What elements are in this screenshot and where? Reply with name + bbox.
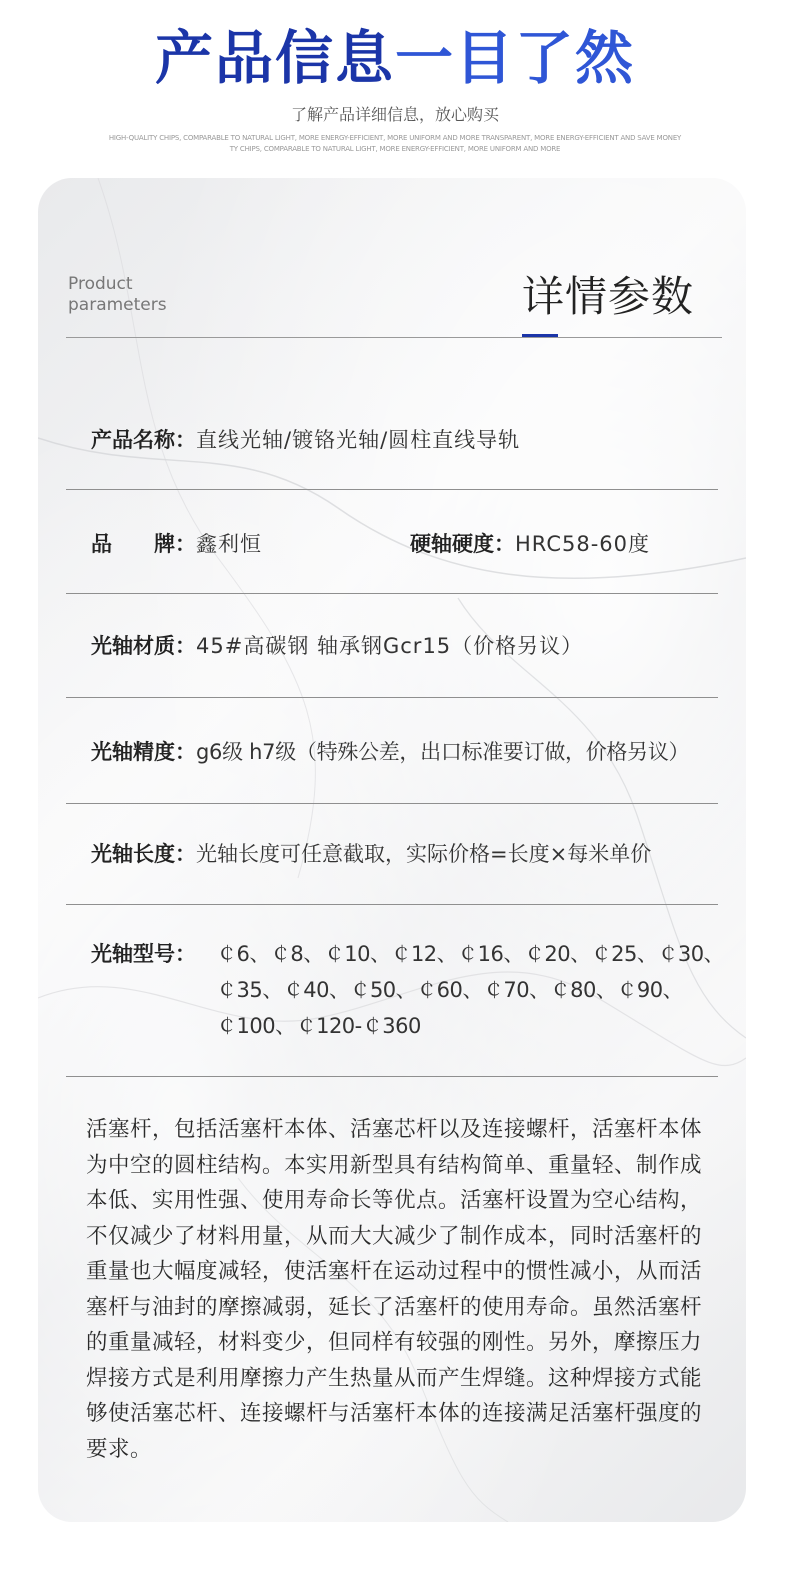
- hardness-value: HRC58-60度: [515, 532, 651, 556]
- precision-label: 光轴精度：: [91, 740, 196, 764]
- hero-header: [0, 0, 790, 170]
- product-name-label: 产品名称：: [91, 428, 196, 452]
- english-tagline-line-2: TY CHIPS, COMPARABLE TO NATURAL LIGHT, MORE ENERGY-EFFICIENT, MORE UNIFORM AND MORE: [229, 145, 561, 153]
- row-material: [91, 628, 583, 664]
- parameters-heading-zh: 详情参数: [522, 272, 695, 321]
- length-label: 光轴长度：: [91, 842, 196, 866]
- parameters-heading-en: [68, 274, 167, 316]
- material-value: 45#高碳钢 轴承钢Gcr15（价格另议）: [196, 634, 584, 658]
- row-divider: [66, 697, 718, 698]
- row-divider: [66, 593, 718, 594]
- row-brand: [91, 526, 262, 562]
- row-divider: [66, 1076, 718, 1077]
- hardness-label: 硬轴硬度：: [410, 532, 515, 556]
- page-subtitle: 了解产品详细信息，放心购买: [290, 105, 499, 124]
- row-divider: [66, 904, 718, 905]
- row-precision: [91, 734, 689, 770]
- heading-en-line-1: Product: [68, 274, 133, 294]
- heading-en-line-2: parameters: [68, 295, 167, 315]
- title-part-1: 产品信息: [154, 24, 395, 92]
- description-paragraph: 活塞杆，包括活塞杆本体、活塞芯杆以及连接螺杆，活塞杆本体为中空的圆柱结构。本实用新型具有结构简单、重量轻、制作成本低、实用性强、使用寿命长等优点。活塞杆设置为空心结构，不仅减少了材料用量，从而大大减少了制作成本，同时活塞杆的重量也大幅度减轻，使活塞杆在运动过程中的惯性减小，从而活塞杆与油封的摩擦减弱，延长了活塞杆的使用寿命。虽然活塞杆的重量减轻，材料变少，但同样有较强的刚性。另外，摩擦压力焊接方式是利用摩擦力产生热量从而产生焊缝。这种焊接方式能够使活塞芯杆、连接螺杆与活塞杆本体的连接满足活塞杆强度的要求。: [86, 1117, 703, 1462]
- model-line-2: ￠35、￠40、￠50、￠60、￠70、￠80、￠90、: [216, 978, 684, 1002]
- length-value: 光轴长度可任意截取，实际价格=长度×每米单价: [196, 842, 652, 866]
- row-model-label: [91, 936, 196, 972]
- english-tagline-line-1: HIGH-QUALITY CHIPS, COMPARABLE TO NATURAL LIGHT, MORE ENERGY-EFFICIENT, MORE UNIFORM AND MORE TRANSPARENT, MORE ENERGY-EFFICIENT AND SAVE MONEY: [108, 134, 682, 142]
- row-divider: [66, 803, 718, 804]
- brand-value: 鑫利恒: [196, 532, 262, 556]
- material-label: 光轴材质：: [91, 634, 196, 658]
- model-values: [216, 936, 736, 1044]
- model-label: 光轴型号：: [91, 942, 196, 966]
- english-tagline: [95, 133, 695, 155]
- heading-divider: [66, 337, 722, 338]
- row-hardness: [410, 526, 650, 562]
- precision-value: g6级 h7级（特殊公差，出口标准要订做，价格另议）: [196, 740, 690, 764]
- parameters-card: [38, 178, 746, 1522]
- model-line-1: ￠6、￠8、￠10、￠12、￠16、￠20、￠25、￠30、: [216, 942, 725, 966]
- brand-label: 品 牌：: [91, 532, 196, 556]
- row-length: [91, 836, 651, 872]
- model-line-3: ￠100、￠120-￠360: [216, 1014, 421, 1038]
- row-product-name: [91, 422, 520, 458]
- title-part-2: 一目了然: [395, 24, 636, 92]
- page-title: [0, 22, 790, 94]
- row-divider: [66, 489, 718, 490]
- product-name-value: 直线光轴/镀铬光轴/圆柱直线导轨: [196, 428, 521, 452]
